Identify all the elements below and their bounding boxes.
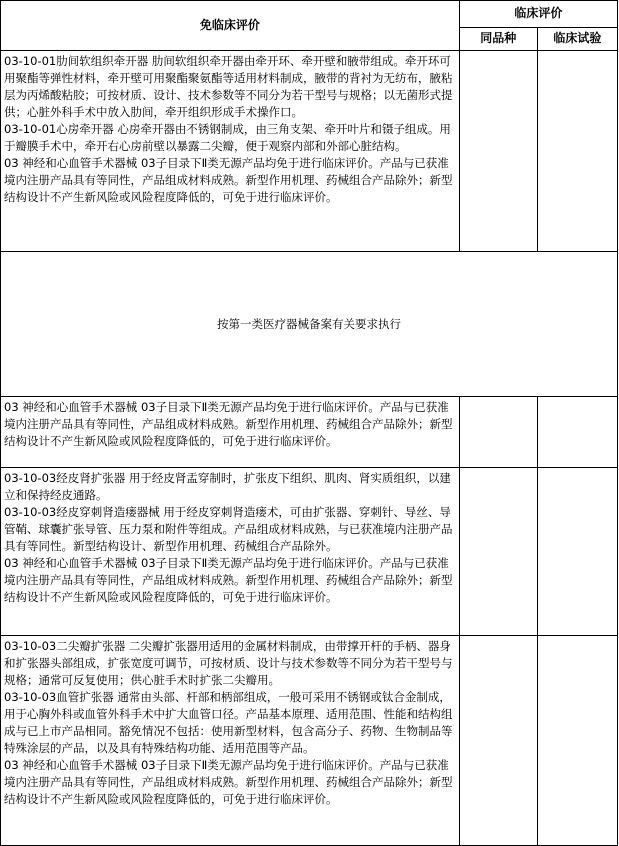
clinical-trial-cell[interactable] [537,636,617,846]
header-row-1 [1,1,618,28]
same-type-cell[interactable] [459,636,537,846]
exempt-header-cell[interactable] [1,1,460,51]
clinical-eval-header-cell[interactable] [459,1,617,28]
table-row [1,252,618,397]
description-paragraph: 03 神经和心血管手术器械 03子目录下Ⅱ类无源产品均免于进行临床评价。产品与已获准境内注册产品具有等同性，产品组成材料成熟。新型作用机理、药械组合产品除外；新型结构设计不产生新风险或风险程度降低的，可免于进行临床评价。 [4,556,453,604]
description-paragraph: 03-10-03血管扩张器 通常由头部、杆部和柄部组成，一般可采用不锈钢或钛合金制成，用于心胸外科或血管外科手术中扩大血管口径。产品基本原理、适用范围、性能和结构组成与已上市产品相同。豁免情况不包括：使用新型材料，包含高分子、药物、生物制品等特殊涂层的产品，以及具有特殊结构功能、适用范围等产品。 [4,690,453,755]
description-paragraph: 03 神经和心血管手术器械 03子目录下Ⅱ类无源产品均免于进行临床评价。产品与已获准境内注册产品具有等同性，产品组成材料成熟。新型作用机理、药械组合产品除外；新型结构设计不产生新风险或风险程度降低的，可免于进行临床评价。 [4,400,453,448]
clinical-trial-header-label: 临床试验 [553,31,602,46]
same-type-cell[interactable] [459,397,537,468]
same-type-header-cell[interactable] [459,27,537,50]
description-cell[interactable] [1,468,460,636]
description-paragraph: 03-10-03经皮肾扩张器 用于经皮肾盂穿制时，扩张皮下组织、肌肉、肾实质组织，以建立和保持经皮通路。 [4,471,451,502]
clinical-trial-cell[interactable] [537,51,617,252]
merged-note-cell[interactable] [1,252,618,397]
table-row [1,51,618,252]
first-class-filing-note: 按第一类医疗器械备案有关要求执行 [217,316,401,331]
clinical-trial-header-cell[interactable] [537,27,617,50]
same-type-header-label: 同品种 [480,31,517,46]
table-row [1,468,618,636]
description-paragraph: 03-10-03二尖瓣扩张器 二尖瓣扩张器用适用的金属材料制成，由带撑开杆的手柄、器身和扩张器头部组成，扩张宽度可调节，可按材质、设计与技术参数等不同分为若干型号与规格；通常可反复使用；供心脏手术时扩张二尖瓣用。 [4,639,453,687]
description-paragraph: 03 神经和心血管手术器械 03子目录下Ⅱ类无源产品均免于进行临床评价。产品与已获准境内注册产品具有等同性，产品组成材料成熟。新型作用机理、药械组合产品除外；新型结构设计不产生新风险或风险程度降低的，可免于进行临床评价。 [4,156,453,204]
description-cell[interactable] [1,636,460,846]
same-type-cell[interactable] [459,468,537,636]
clinical-trial-cell[interactable] [537,397,617,468]
description-paragraph: 03 神经和心血管手术器械 03子目录下Ⅱ类无源产品均免于进行临床评价。产品与已获准境内注册产品具有等同性，产品组成材料成熟。新型作用机理、药械组合产品除外；新型结构设计不产生新风险或风险程度降低的，可免于进行临床评价。 [4,758,453,806]
table-row [1,397,618,468]
description-paragraph: 03-10-01心房牵开器 心房牵开器由不锈钢制成，由三角支架、牵开叶片和镊子组成。用于瓣膜手术中，牵开右心房前壁以暴露二尖瓣，便于观察内部和外部心脏结构。 [4,122,451,153]
clinical-trial-cell[interactable] [537,468,617,636]
description-paragraph: 03-10-03经皮穿刺肾造瘘器械 用于经皮穿刺肾造瘘术，可由扩张器、穿刺针、导丝、导管鞘、球囊扩张导管、压力泵和附件等组成。产品组成材料成熟，与已获准境内注册产品具有等同性。新型结构设计、新型作用机理、药械组合产品除外。 [4,505,453,553]
table-row [1,636,618,846]
description-cell[interactable] [1,397,460,468]
description-paragraph: 03-10-01肋间软组织牵开器 肋间软组织牵开器由牵开环、牵开壁和腋带组成。牵开环可用聚酯等弹性材料，牵开壁可用聚酯聚氨酯等适用材料制成，腋带的背衬为无纺布，腋粘层为丙烯酸粘胶；可按材质、设计、技术参数等不同分为若干型号与规格；以无菌形式提供；心脏外科手术中放入肋间，牵开组织形成手术操作口。 [4,54,453,119]
clinical-eval-header-label: 临床评价 [514,6,563,21]
exempt-header-label: 免临床评价 [199,18,260,32]
description-cell[interactable] [1,51,460,252]
same-type-cell[interactable] [459,51,537,252]
